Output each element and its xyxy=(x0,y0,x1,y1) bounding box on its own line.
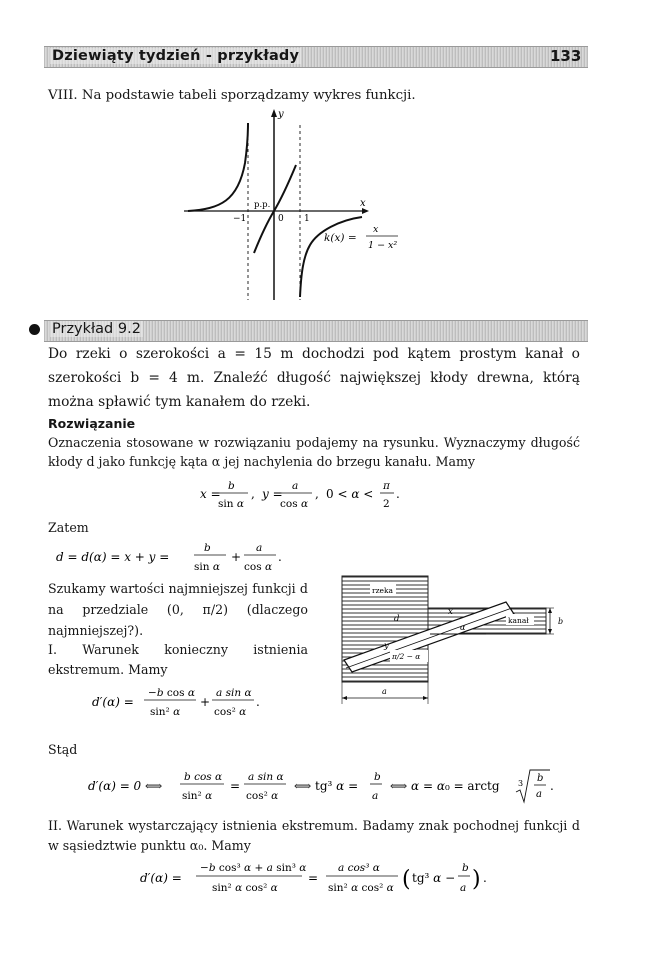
svg-text:.: . xyxy=(483,871,487,885)
section-viii-text: VIII. Na podstawie tabeli sporządzamy wykres funkcji. xyxy=(48,88,416,103)
svg-text:sin² α cos² α: sin² α cos² α xyxy=(328,882,394,894)
bullet-icon xyxy=(29,324,40,335)
diagram-y-label: y xyxy=(384,641,389,651)
example-title: Przykład 9.2 xyxy=(52,321,141,337)
chapter-title: Dziewiąty tydzień - przykłady xyxy=(52,48,300,64)
svg-text:a: a xyxy=(536,789,542,800)
svg-text:d′(α) = 0 ⟺: d′(α) = 0 ⟺ xyxy=(88,779,163,793)
svg-text:=: = xyxy=(230,779,241,793)
diagram-b-label: b xyxy=(558,617,564,626)
svg-text:a sin α: a sin α xyxy=(216,687,252,699)
svg-text:sin α: sin α xyxy=(218,498,244,510)
svg-text:b: b xyxy=(204,542,211,554)
svg-text:π: π xyxy=(383,480,390,492)
svg-text:.: . xyxy=(278,550,282,564)
formula-stationary xyxy=(88,764,568,812)
svg-text:−b cos α: −b cos α xyxy=(148,687,195,699)
diagram-x-label: x xyxy=(448,607,453,617)
graph-tick-minus-one: −1 xyxy=(233,214,247,224)
svg-text:cos α: cos α xyxy=(244,561,273,573)
formula-d-prime xyxy=(92,684,292,722)
svg-text:.: . xyxy=(396,487,400,501)
diagram-canal-label: kanał xyxy=(508,616,529,625)
svg-text:sin² α cos² α: sin² α cos² α xyxy=(212,882,278,894)
formula-d-prime-sign xyxy=(140,858,500,902)
svg-text:⟺ α = α₀ = arctg: ⟺ α = α₀ = arctg xyxy=(390,779,500,793)
svg-text:2: 2 xyxy=(383,498,390,510)
svg-text:d = d(α) = x + y =: d = d(α) = x + y = xyxy=(56,550,170,564)
svg-text:a: a xyxy=(256,542,263,554)
svg-text:b cos α: b cos α xyxy=(184,771,223,783)
svg-text:3: 3 xyxy=(518,779,524,788)
svg-text:(: ( xyxy=(402,867,411,892)
diagram-river-label: rzeka xyxy=(372,586,393,595)
svg-text:b: b xyxy=(537,773,544,784)
svg-text:=: = xyxy=(308,871,319,885)
svg-text:a: a xyxy=(460,882,467,894)
diagram-angle-label: π/2 − α xyxy=(392,652,421,661)
svg-text:d′(α) =: d′(α) = xyxy=(140,871,182,885)
formula-d xyxy=(56,540,296,576)
svg-text:b: b xyxy=(462,862,469,874)
diagram-a-label: a xyxy=(382,687,387,696)
svg-text:+: + xyxy=(200,695,211,709)
svg-text:.: . xyxy=(256,695,260,709)
svg-text:cos² α: cos² α xyxy=(214,706,247,718)
solution-intro: Oznaczenia stosowane w rozwiązaniu podajemy na rysunku. Wyznaczymy długość kłody d jako funkcję kąta α jej nachylenia do brzegu kanału. Mamy xyxy=(48,435,580,469)
svg-text:a: a xyxy=(292,480,299,492)
svg-text:a cos³ α: a cos³ α xyxy=(338,862,380,874)
szukamy-text: Szukamy wartości najmniejszej funkcji d na przedziale (0, π/2) (dlaczego najmniejszej?). xyxy=(48,581,308,638)
problem-text: Do rzeki o szerokości a = 15 m dochodzi pod kątem prostym kanał o szerokości b = 4 m. Znaleźć długość największej kłody drewna, którą można spławić tym kanałem do rzeki. xyxy=(48,346,580,410)
stad-text: Stąd xyxy=(48,742,78,757)
svg-text:cos α: cos α xyxy=(280,498,309,510)
formula-x-y xyxy=(200,478,430,514)
solution-heading: Rozwiązanie xyxy=(48,416,136,431)
svg-text:⟺ tg³ α =: ⟺ tg³ α = xyxy=(294,779,359,793)
svg-text:,: , xyxy=(251,487,255,501)
graph-function-name: k(x) = xyxy=(324,232,357,244)
diagram-alpha-label: α xyxy=(460,623,466,632)
graph-pp-label: p.p. xyxy=(254,200,271,210)
warunek-konieczny-text: I. Warunek konieczny istnienia ekstremum. Mamy xyxy=(48,642,308,677)
graph-function-numerator: x xyxy=(373,224,379,235)
svg-text:a sin α: a sin α xyxy=(248,771,284,783)
graph-tick-one: 1 xyxy=(304,214,310,224)
svg-text:b: b xyxy=(228,480,235,492)
svg-text:y =: y = xyxy=(262,487,283,501)
graph-tick-zero: 0 xyxy=(278,214,284,224)
zatem-text: Zatem xyxy=(48,520,89,535)
svg-text:cos² α: cos² α xyxy=(246,790,279,802)
river-canal-diagram xyxy=(336,572,576,712)
svg-text:b: b xyxy=(374,771,381,783)
svg-text:): ) xyxy=(472,867,481,892)
svg-text:−b cos³ α + a sin³ α: −b cos³ α + a sin³ α xyxy=(200,862,307,874)
svg-text:a: a xyxy=(372,790,379,802)
svg-text:,: , xyxy=(315,487,319,501)
warunek-wystarczajacy-text: II. Warunek wystarczający istnienia ekstremum. Badamy znak pochodnej funkcji d w sąsiedztwie punktu α₀. Mamy xyxy=(48,818,580,853)
svg-text:x =: x = xyxy=(200,487,221,501)
svg-text:0 < α <: 0 < α < xyxy=(326,487,374,501)
svg-text:d′(α) =: d′(α) = xyxy=(92,695,134,709)
diagram-d-label: d xyxy=(394,614,400,624)
function-graph xyxy=(170,105,410,305)
svg-text:+: + xyxy=(231,550,242,564)
svg-text:tg³ α −: tg³ α − xyxy=(412,871,456,885)
graph-x-label: x xyxy=(360,198,366,209)
svg-text:sin² α: sin² α xyxy=(150,706,181,718)
page-number: 133 xyxy=(550,47,582,65)
graph-y-label: y xyxy=(278,109,284,120)
svg-text:sin α: sin α xyxy=(194,561,220,573)
graph-function-denominator: 1 − x² xyxy=(368,240,398,251)
svg-text:sin² α: sin² α xyxy=(182,790,213,802)
svg-text:.: . xyxy=(550,779,554,793)
